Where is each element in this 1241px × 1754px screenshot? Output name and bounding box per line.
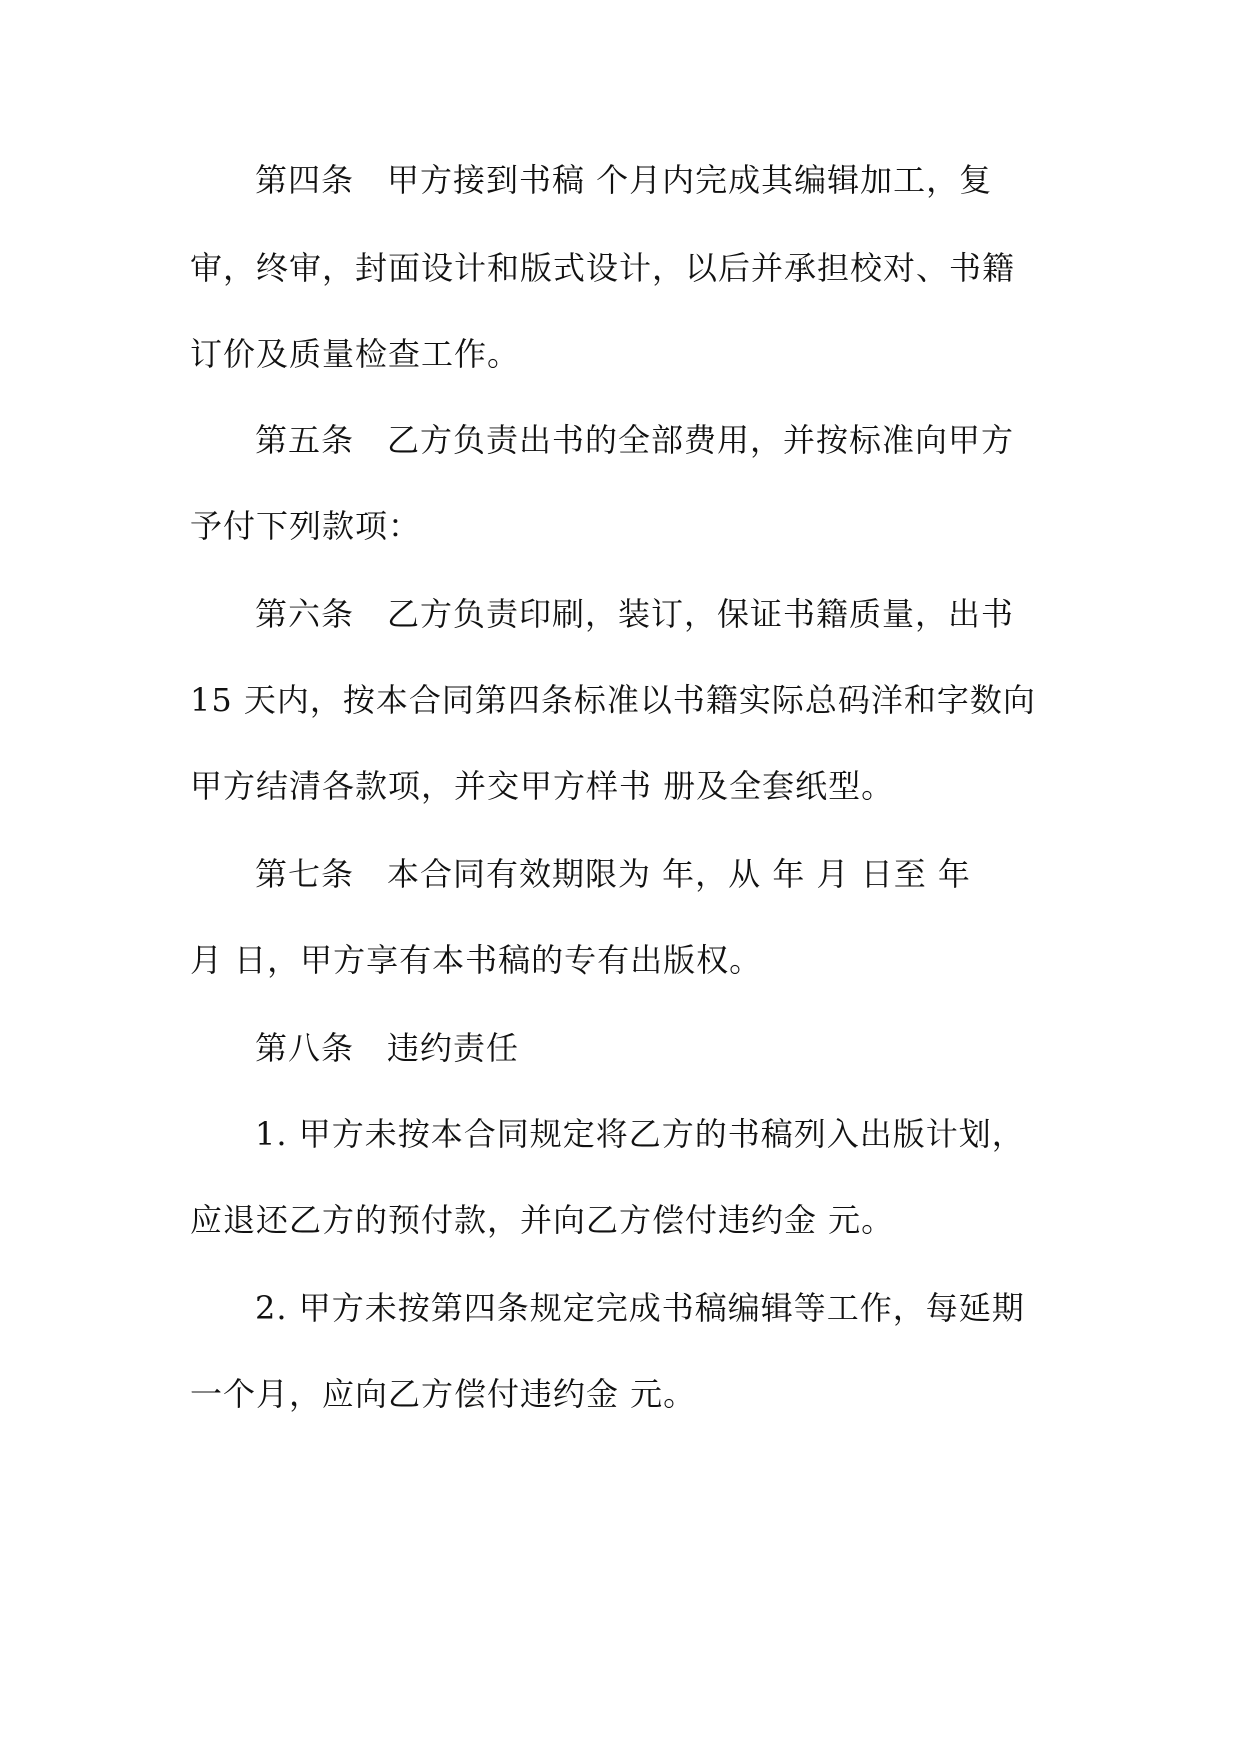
article-6-line-2: 15 天内，按本合同第四条标准以书籍实际总码洋和字数向 (190, 681, 1036, 719)
article-7-line-1: 第七条 本合同有效期限为 年，从 年 月 日至 年 (255, 855, 971, 893)
clause-2-line-2: 一个月，应向乙方偿付违约金 元。 (190, 1375, 697, 1413)
article-6-line-3: 甲方结清各款项，并交甲方样书 册及全套纸型。 (190, 767, 895, 805)
article-7-line-2: 月 日，甲方享有本书稿的专有出版权。 (190, 941, 763, 979)
clause-1-line-2: 应退还乙方的预付款，并向乙方偿付违约金 元。 (190, 1201, 895, 1239)
article-4-line-2: 审，终审，封面设计和版式设计，以后并承担校对、书籍 (190, 249, 1016, 287)
clause-1-line-1: 1. 甲方未按本合同规定将乙方的书稿列入出版计划， (255, 1115, 1025, 1153)
article-5-line-1: 第五条 乙方负责出书的全部费用，并按标准向甲方 (255, 421, 1015, 459)
article-6-line-1: 第六条 乙方负责印刷，装订，保证书籍质量，出书 (255, 595, 1015, 633)
article-8-heading: 第八条 违约责任 (255, 1029, 520, 1067)
article-4-line-3: 订价及质量检查工作。 (190, 335, 521, 373)
clause-2-line-1: 2. 甲方未按第四条规定完成书稿编辑等工作，每延期 (255, 1289, 1025, 1327)
article-5-line-2: 予付下列款项： (190, 507, 422, 545)
article-4-line-1: 第四条 甲方接到书稿 个月内完成其编辑加工，复 (255, 161, 993, 199)
